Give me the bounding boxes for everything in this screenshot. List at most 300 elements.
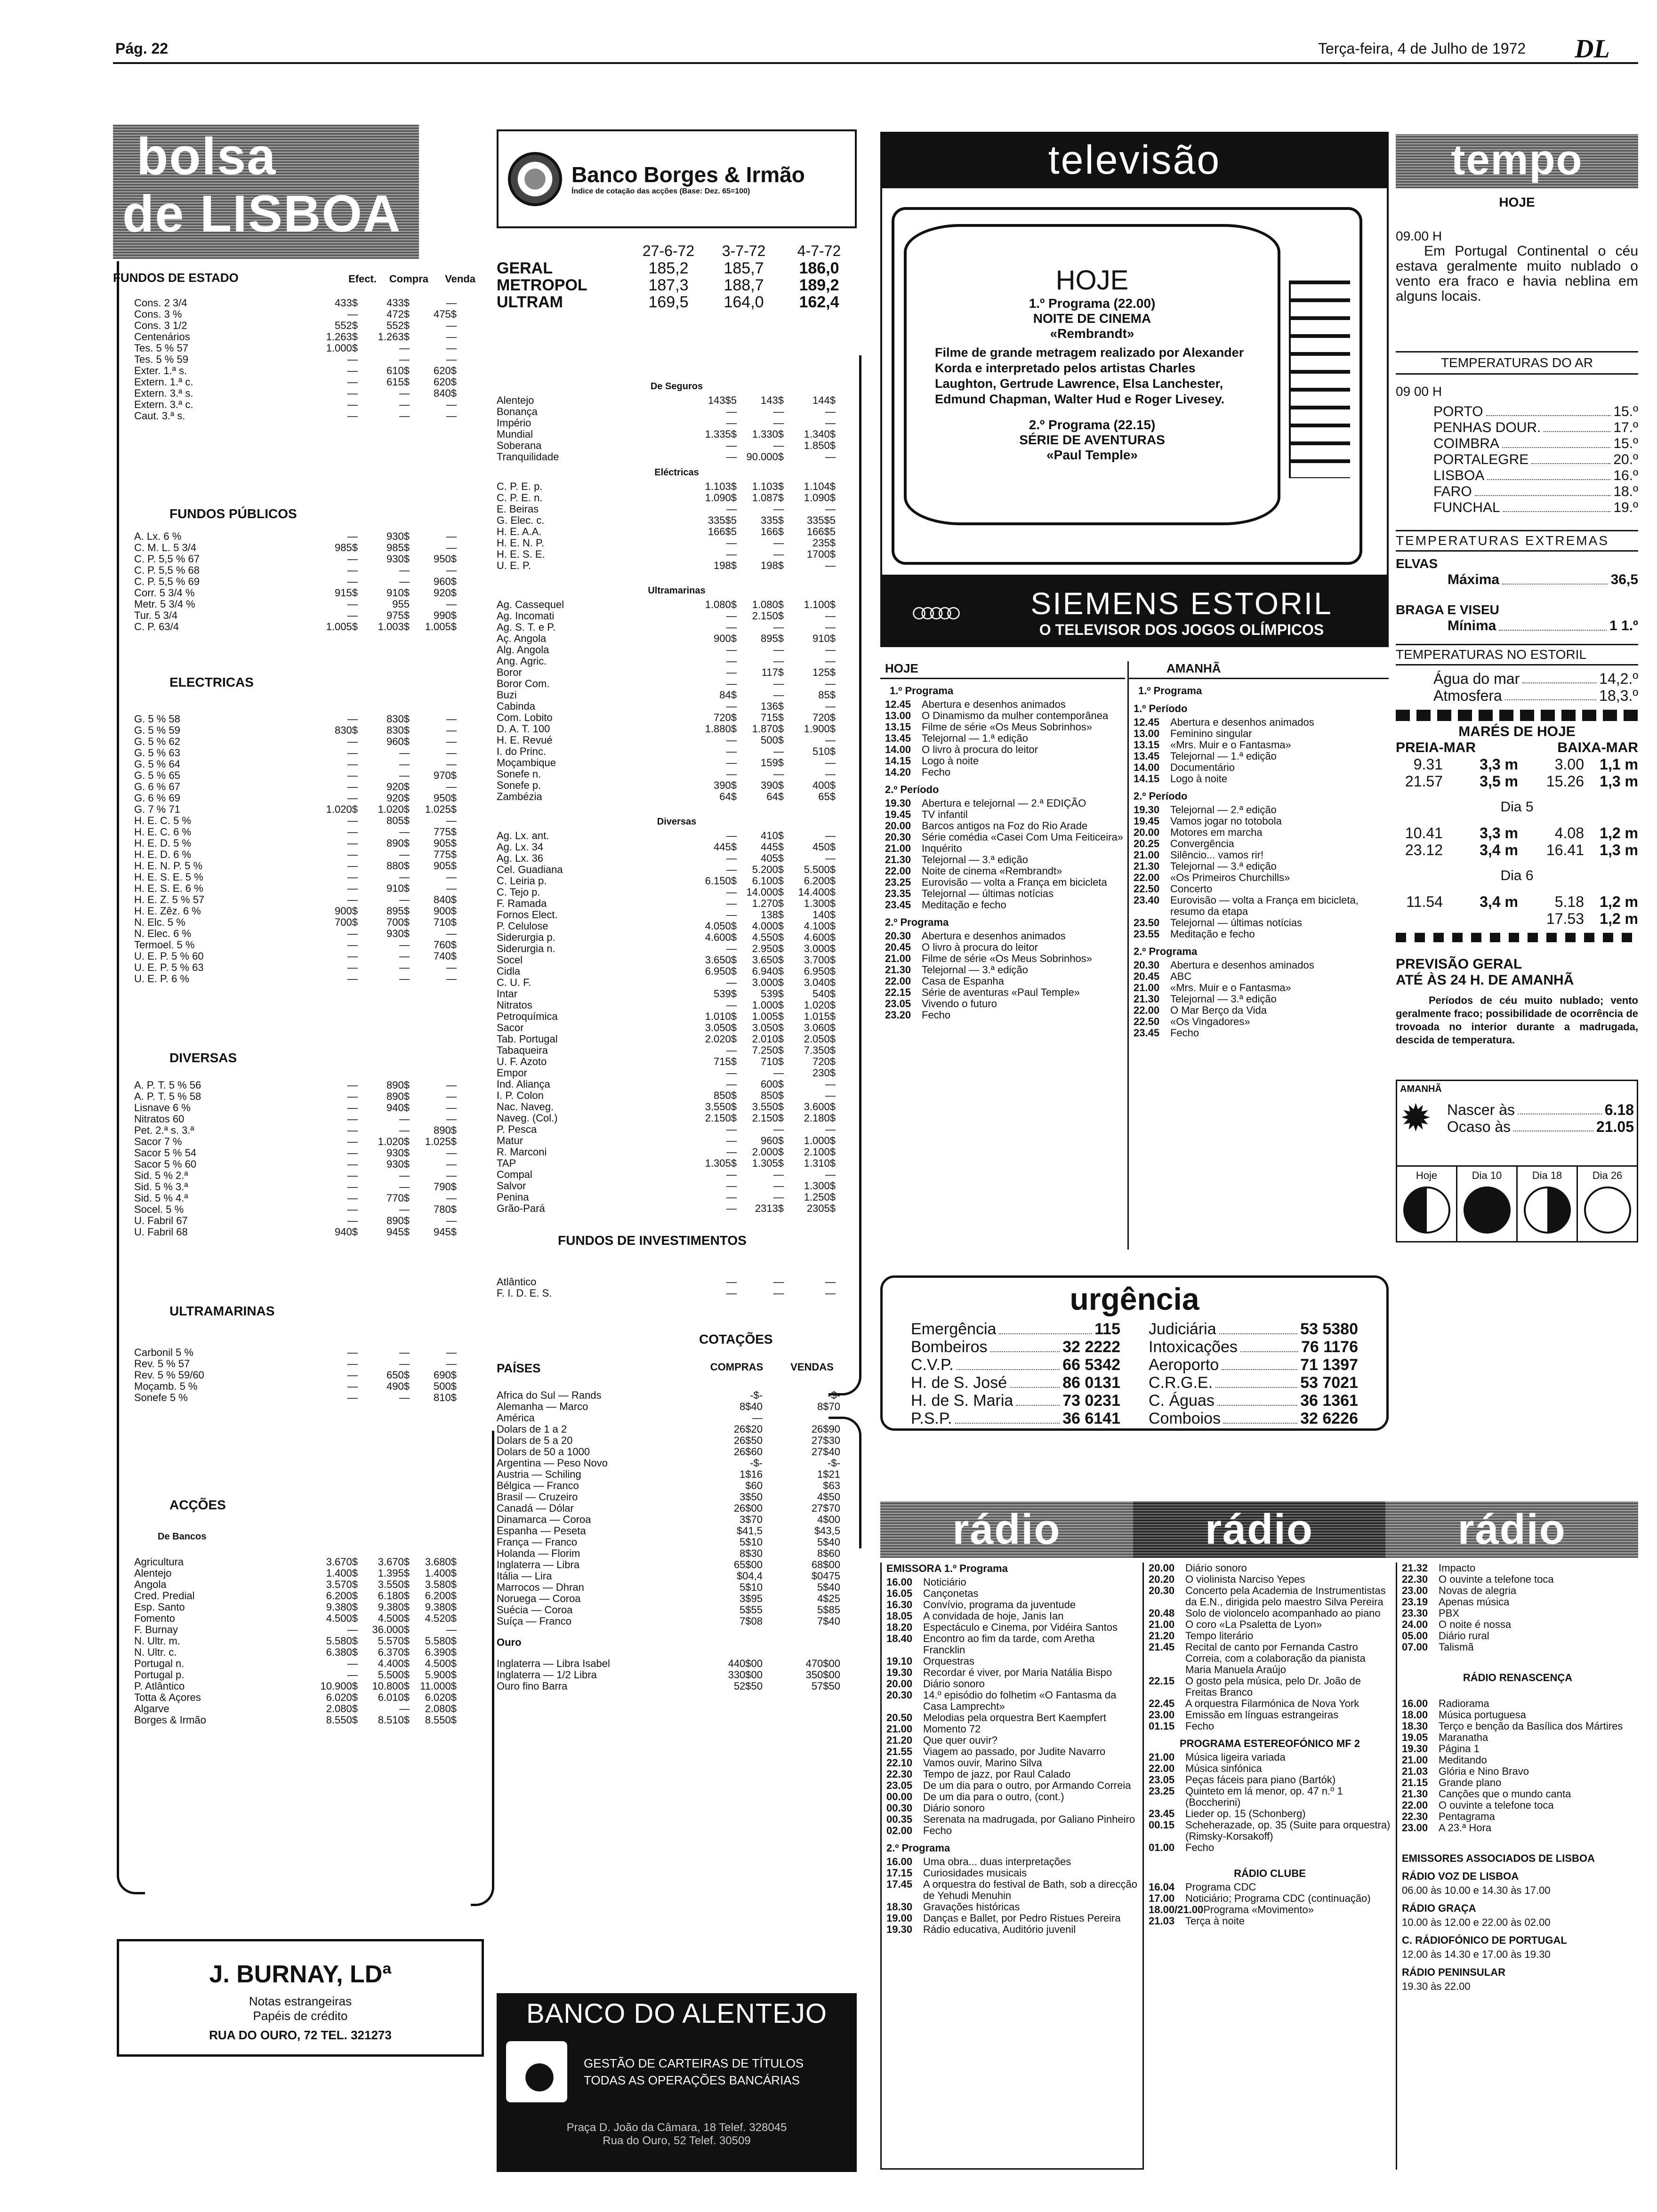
- row-value: 350$00: [805, 1669, 840, 1681]
- table-row: [497, 1011, 857, 1022]
- row-value: —: [446, 1102, 457, 1114]
- urgencia-phone: 53 7021: [1300, 1374, 1358, 1392]
- row-value: —: [399, 1204, 410, 1215]
- list-item: [1134, 804, 1389, 816]
- table-row: [134, 297, 485, 309]
- row-value: —: [347, 576, 358, 587]
- row-value: 2.080$: [326, 1703, 358, 1715]
- row-value: —: [726, 853, 737, 864]
- row-value: 900$: [335, 906, 358, 917]
- program-title: Abertura e desenhos animados: [922, 698, 1066, 710]
- row-value: 1.080$: [705, 599, 737, 610]
- row-value: 740$: [434, 951, 457, 962]
- tide-value: 3,5 m: [1480, 773, 1518, 790]
- table-row: [497, 515, 857, 526]
- dots: [1486, 404, 1611, 416]
- electricas-table: [113, 713, 485, 985]
- table-row: [497, 1169, 857, 1180]
- list-item: [1402, 1732, 1633, 1743]
- row-value: —: [399, 343, 410, 354]
- list-item: [1149, 1574, 1391, 1585]
- row-value: 8$70: [817, 1401, 840, 1412]
- program-time: 19.30: [885, 797, 911, 809]
- row-value: 2.150$: [752, 1113, 784, 1124]
- program-time: 21.20: [886, 1734, 913, 1746]
- table-row: [134, 1181, 485, 1193]
- row-label: Penina: [497, 1192, 529, 1203]
- investimentos-table: [497, 1276, 857, 1299]
- row-label: Dolars de 5 a 20: [497, 1435, 573, 1446]
- row-value: 3.580$: [425, 1579, 457, 1590]
- table-row: [134, 759, 485, 770]
- row-value: 720$: [714, 712, 737, 723]
- row-label: Lisnave 6 %: [134, 1102, 191, 1114]
- row-label: U. F. Azoto: [497, 1056, 547, 1067]
- tide-row: [1396, 825, 1638, 842]
- table-row: [497, 1124, 857, 1135]
- program-title: Grande plano: [1439, 1777, 1502, 1788]
- table-row: [134, 1590, 485, 1602]
- row-label: N. Ultr. m.: [134, 1635, 180, 1647]
- row-value: 5$85: [817, 1604, 840, 1616]
- tv-hoje-prog1: 1.º Programa: [890, 685, 954, 697]
- list-item: [1149, 1675, 1391, 1698]
- program-title: «Os Primeiros Churchills»: [1170, 872, 1290, 883]
- program-time: 13.15: [1134, 739, 1160, 751]
- row-value: 198$: [714, 560, 737, 571]
- table-row: [134, 621, 485, 633]
- row-value: 3.050$: [752, 1022, 784, 1034]
- program-title: A orquestra Filarmónica de Nova York: [1185, 1698, 1359, 1709]
- row-value: $60: [745, 1480, 763, 1491]
- row-label: G. 5 % 59: [134, 725, 180, 736]
- list-item: [885, 1010, 1125, 1021]
- table-row: [497, 1390, 857, 1401]
- borges-bracket: [828, 355, 861, 1395]
- tide-value: 3.00: [1554, 756, 1584, 773]
- tv-set-icon: [892, 207, 1362, 565]
- row-label: H. E. Revué: [497, 735, 553, 746]
- radio-assoc: EMISSORES ASSOCIADOS DE LISBOA: [1402, 1852, 1595, 1864]
- row-value: —: [446, 973, 457, 985]
- city: PORTO: [1433, 404, 1483, 419]
- radio-col-3: [1396, 1563, 1638, 2170]
- row-label: G. 5 % 62: [134, 736, 180, 747]
- program-time: 21.32: [1402, 1562, 1428, 1574]
- tv-schedule-amanha: [1127, 661, 1389, 1250]
- row-value: -$-: [828, 1390, 840, 1401]
- row-label: A. Lx. 6 %: [134, 531, 182, 542]
- table-row: [497, 504, 857, 515]
- row-value: —: [773, 1192, 784, 1203]
- table-row: [497, 526, 857, 537]
- row-label: Termoel. 5 %: [134, 939, 195, 951]
- list-item: [886, 1879, 1138, 1901]
- row-value: 900$: [714, 633, 737, 644]
- row-value: 3.600$: [804, 1101, 836, 1113]
- row-value: —: [347, 1170, 358, 1181]
- program-title: Melodias pela orquestra Bert Kaempfert: [923, 1712, 1106, 1723]
- row-label: Brasil — Cruzeiro: [497, 1491, 578, 1503]
- list-item: [1149, 1642, 1391, 1675]
- tempo-hoje: HOJE: [1499, 195, 1535, 209]
- program-title: ABC: [1170, 970, 1192, 982]
- list-item: [1134, 895, 1389, 917]
- program-title: Abertura e telejornal — 2.ª EDIÇÃO: [922, 797, 1086, 809]
- row-value: 8.510$: [378, 1715, 410, 1726]
- row-value: 790$: [434, 1181, 457, 1193]
- program-time: 16.00: [886, 1856, 913, 1867]
- row-value: -$-: [750, 1458, 763, 1469]
- program-time: 23.00: [1402, 1585, 1428, 1596]
- temp: 18.º: [1613, 484, 1638, 499]
- prev-sub: ATÉ ÀS 24 H. DE AMANHÃ: [1396, 972, 1574, 988]
- row-value: 900$: [434, 906, 457, 917]
- program-title: Terça à noite: [1185, 1915, 1245, 1927]
- row-value: 4.500$: [425, 1658, 457, 1669]
- tide-value: 4.08: [1554, 825, 1584, 842]
- table-row: [134, 939, 485, 951]
- table-row: [134, 331, 485, 343]
- row-value: 810$: [434, 1392, 457, 1403]
- program-time: 20.30: [886, 1689, 913, 1701]
- dots: [1016, 1392, 1060, 1406]
- row-value: —: [773, 656, 784, 667]
- moon-label: Dia 10: [1472, 1170, 1502, 1181]
- city: PORTALEGRE: [1433, 452, 1529, 467]
- row-label: H. E. C. 5 %: [134, 815, 192, 826]
- tv-am-prog1: 1.º Programa: [1138, 685, 1202, 697]
- list-item: [1134, 850, 1389, 861]
- table-row: [134, 410, 485, 422]
- program-title: Apenas música: [1439, 1596, 1510, 1608]
- row-value: 166$5: [806, 526, 836, 537]
- program-time: 07.00: [1402, 1641, 1428, 1653]
- row-value: —: [726, 830, 737, 842]
- row-value: 6.200$: [326, 1590, 358, 1602]
- temp: 20.º: [1613, 452, 1638, 467]
- dots: [1502, 436, 1610, 448]
- urgencia-name: Judiciária: [1149, 1320, 1216, 1338]
- row-label: C. P. E. n.: [497, 492, 543, 504]
- row-value: 52$50: [733, 1681, 763, 1692]
- program-time: 14.00: [885, 744, 911, 755]
- row-label: Nac. Naveg.: [497, 1101, 554, 1113]
- dots: [1219, 1320, 1297, 1334]
- radio-banner-1: [880, 1501, 1133, 1558]
- index-date: 4-7-72: [797, 242, 841, 259]
- row-value: 975$: [386, 610, 410, 621]
- row-value: 5.570$: [378, 1635, 410, 1647]
- program-title: Telejornal — 2.ª edição: [1170, 804, 1277, 816]
- table-row: [134, 1602, 485, 1613]
- program-title: Concerto: [1170, 883, 1213, 895]
- tv-amanha-list-3: [1129, 960, 1389, 1039]
- sun-box: [1396, 1080, 1638, 1167]
- table-row: [134, 1381, 485, 1392]
- row-label: Extern. 1.ª c.: [134, 377, 193, 388]
- table-row: [497, 451, 857, 463]
- table-row: [134, 1204, 485, 1215]
- row-label: Bélgica — Franco: [497, 1480, 579, 1491]
- burnay-line-2: Papéis de crédito: [253, 2009, 348, 2023]
- program-time: 23.55: [1134, 928, 1160, 940]
- row-label: Moçamb. 5 %: [134, 1381, 198, 1392]
- program-time: 19.45: [885, 809, 911, 820]
- radio-graca-h: 10.00 às 12.00 e 22.00 às 02.00: [1402, 1916, 1551, 1928]
- program-time: 22.00: [1134, 1004, 1160, 1016]
- program-title: Curiosidades musicais: [923, 1867, 1027, 1879]
- row-label: U. E. P. 5 % 60: [134, 951, 204, 962]
- list-item: [886, 1746, 1138, 1757]
- row-value: —: [399, 973, 410, 985]
- row-value: 540$: [812, 988, 836, 1000]
- row-value: —: [399, 894, 410, 906]
- program-time: 23.45: [885, 899, 911, 911]
- row-label: Centenários: [134, 331, 190, 343]
- row-value: —: [446, 1091, 457, 1102]
- row-value: 830$: [386, 713, 410, 725]
- row-value: 890$: [386, 1091, 410, 1102]
- table-row: [497, 1469, 857, 1480]
- row-value: 166$5: [708, 526, 737, 537]
- program-time: 23.25: [885, 876, 911, 888]
- list-item: [1402, 1709, 1633, 1721]
- row-label: Esp. Santo: [134, 1602, 185, 1613]
- moon-phase-icon: [1464, 1186, 1511, 1234]
- row-value: —: [773, 1276, 784, 1288]
- estoril-title: TEMPERATURAS NO ESTORIL: [1396, 644, 1638, 665]
- b-electricas-title: Eléctricas: [654, 467, 699, 478]
- index-value: 185,2: [648, 259, 689, 277]
- row-label: Grão-Pará: [497, 1203, 545, 1214]
- row-label: G. 5 % 58: [134, 713, 180, 725]
- row-value: —: [446, 1080, 457, 1091]
- table-row: [134, 1579, 485, 1590]
- table-row: [134, 1347, 485, 1358]
- fe-header-venda: Venda: [445, 273, 475, 285]
- row-value: 335$: [761, 515, 784, 526]
- row-value: 1700$: [806, 549, 836, 560]
- program-title: Convívio, programa da juventude: [923, 1599, 1076, 1611]
- row-value: —: [726, 417, 737, 429]
- row-value: 930$: [386, 553, 410, 565]
- row-value: —: [347, 399, 358, 410]
- program-time: 22.00: [1134, 872, 1160, 883]
- program-title: Serenata na madrugada, por Galiano Pinheiro: [923, 1813, 1135, 1825]
- row-label: P. Pesca: [497, 1124, 537, 1135]
- table-row: [497, 1034, 857, 1045]
- alentejo-line-2: TODAS AS OPERAÇÕES BANCÁRIAS: [584, 2073, 800, 2087]
- row-value: —: [347, 354, 358, 365]
- table-row: [134, 815, 485, 826]
- row-value: 2313$: [755, 1203, 784, 1214]
- row-label: H. E. D. 6 %: [134, 849, 192, 860]
- table-row: [497, 1514, 857, 1525]
- row-value: —: [347, 1159, 358, 1170]
- row-value: —: [726, 943, 737, 954]
- temp: 15.º: [1613, 404, 1638, 419]
- table-row: [497, 1276, 857, 1288]
- row-value: 3.060$: [804, 1022, 836, 1034]
- row-label: E. Beiras: [497, 504, 539, 515]
- row-label: Salvor: [497, 1180, 526, 1192]
- list-item: [1149, 1842, 1391, 1853]
- row-value: 910$: [386, 883, 410, 894]
- urgencia-name: Comboios: [1149, 1410, 1221, 1427]
- row-value: 65$: [818, 791, 836, 802]
- row-value: —: [347, 1370, 358, 1381]
- row-value: 940$: [386, 1102, 410, 1114]
- program-time: 20.48: [1149, 1607, 1175, 1619]
- tide-value: [1443, 910, 1518, 927]
- row-value: —: [399, 399, 410, 410]
- temp-row: [1433, 420, 1638, 436]
- row-value: 1.020$: [804, 1000, 836, 1011]
- row-value: 90.000$: [746, 451, 784, 463]
- row-value: 1.103$: [752, 481, 784, 492]
- tv-hoje-list-1: [880, 699, 1125, 778]
- program-title: Momento 72: [923, 1723, 981, 1735]
- table-row: [497, 1079, 857, 1090]
- list-item: [886, 1611, 1138, 1622]
- row-value: 445$: [761, 842, 784, 853]
- row-label: Ind. Aliança: [497, 1079, 550, 1090]
- table-row: [497, 1480, 857, 1491]
- row-value: 10.900$: [320, 1681, 358, 1692]
- table-row: [134, 849, 485, 860]
- row-label: Sonefe p.: [497, 780, 541, 791]
- row-value: 6.020$: [425, 1692, 457, 1703]
- urgencia-item: [1149, 1320, 1358, 1338]
- table-row: [497, 875, 857, 887]
- table-row: [134, 1147, 485, 1159]
- row-label: América: [497, 1412, 535, 1424]
- radio-clube: RÁDIO CLUBE: [1234, 1867, 1306, 1879]
- row-label: Alg. Angola: [497, 644, 549, 656]
- table-row: [497, 921, 857, 932]
- dots: [1010, 1374, 1060, 1388]
- table-row: [497, 395, 857, 406]
- urgencia-phone: 32 6226: [1300, 1410, 1358, 1427]
- row-value: 9.380$: [425, 1602, 457, 1613]
- tv-box: [880, 188, 1389, 577]
- row-value: 390$: [761, 780, 784, 791]
- urgencia-name: H. de S. Maria: [911, 1392, 1014, 1410]
- program-time: 21.00: [1134, 849, 1160, 861]
- row-value: 27$30: [811, 1435, 840, 1446]
- program-title: Terço e benção da Basílica dos Mártires: [1439, 1720, 1623, 1732]
- list-item: [885, 964, 1125, 976]
- list-item: [885, 953, 1125, 964]
- program-title: Danças e Ballet, por Pedro Ristues Pereira: [923, 1912, 1121, 1924]
- minima: Mínima: [1448, 618, 1496, 633]
- row-value: 8$40: [740, 1401, 763, 1412]
- row-value: 27$70: [811, 1503, 840, 1514]
- urgencia-phone: 36 6141: [1062, 1410, 1120, 1427]
- program-title: Barcos antigos na Foz do Rio Arade: [922, 820, 1088, 832]
- program-time: 21.00: [885, 953, 911, 964]
- program-title: Fecho: [1185, 1842, 1215, 1853]
- index-dates-row: [497, 242, 857, 260]
- row-value: —: [446, 815, 457, 826]
- row-value: —: [773, 1180, 784, 1192]
- moon-label: Hoje: [1416, 1170, 1438, 1181]
- table-row: [134, 399, 485, 410]
- table-row: [497, 1525, 857, 1537]
- row-label: Itália — Lira: [497, 1571, 552, 1582]
- row-value: 1.400$: [425, 1568, 457, 1579]
- list-item: [1134, 762, 1389, 773]
- row-value: 3.050$: [705, 1022, 737, 1034]
- program-title: Noite de cinema «Rembrandt»: [922, 865, 1062, 877]
- row-value: 85$: [818, 689, 836, 701]
- program-title: Noticiário; Programa CDC (continuação): [1185, 1892, 1371, 1904]
- row-value: —: [726, 622, 737, 633]
- row-label: Sid. 5 % 2.ª: [134, 1170, 188, 1181]
- moon-box: [1396, 1167, 1638, 1242]
- row-value: 945$: [434, 1226, 457, 1238]
- program-title: O ouvinte a telefone toca: [1439, 1799, 1554, 1811]
- row-value: 6.940$: [752, 966, 784, 977]
- program-time: 22.15: [885, 986, 911, 998]
- program-title: 14.º episódio do folhetim «O Fantasma da Casa Lamprecht»: [923, 1689, 1117, 1712]
- list-item: [885, 744, 1125, 755]
- row-label: Boror: [497, 667, 522, 678]
- row-value: 4.600$: [705, 932, 737, 943]
- cotacoes-title: COTAÇÕES: [699, 1332, 773, 1346]
- row-label: Metr. 5 3/4 %: [134, 599, 195, 610]
- row-value: 1.020$: [378, 804, 410, 815]
- table-row: [134, 917, 485, 928]
- list-item: [1149, 1563, 1391, 1574]
- program-time: 23.45: [1149, 1808, 1175, 1819]
- row-label: Ouro fino Barra: [497, 1681, 568, 1692]
- dia6: Dia 6: [1500, 868, 1534, 883]
- row-value: 4$00: [817, 1514, 840, 1525]
- program-title: A orquestra do festival de Bath, sob a direcção de Yehudi Menuhin: [923, 1878, 1137, 1901]
- temp: 16.º: [1613, 468, 1638, 483]
- dots: [1215, 1374, 1297, 1388]
- program-title: Telejornal — 3.ª edição: [1170, 993, 1277, 1005]
- program-time: 23.30: [1402, 1607, 1428, 1619]
- table-row: [497, 864, 857, 875]
- moon-phase-icon: [1524, 1186, 1571, 1234]
- row-value: —: [347, 1669, 358, 1681]
- row-value: 26$50: [733, 1435, 763, 1446]
- row-value: —: [726, 1000, 737, 1011]
- program-time: 12.45: [1134, 716, 1160, 728]
- moon-cell: [1578, 1167, 1637, 1241]
- row-value: —: [347, 610, 358, 621]
- row-value: 1.015$: [804, 1011, 836, 1022]
- program-time: 20.30: [1149, 1585, 1175, 1596]
- row-label: França — Franco: [497, 1537, 578, 1548]
- table-row: [134, 928, 485, 939]
- program-title: Inquérito: [922, 842, 962, 854]
- table-row: [497, 1113, 857, 1124]
- row-label: Tranquilidade: [497, 451, 559, 463]
- row-label: Fomento: [134, 1613, 175, 1624]
- program-time: 20.00: [1149, 1562, 1175, 1574]
- row-label: Portugal p.: [134, 1669, 185, 1681]
- table-row: [497, 1669, 857, 1681]
- row-value: 715$: [761, 712, 784, 723]
- row-label: Atlântico: [497, 1276, 537, 1288]
- program-time: 21.00: [1149, 1751, 1175, 1763]
- table-row: [497, 560, 857, 571]
- row-value: 930$: [386, 1147, 410, 1159]
